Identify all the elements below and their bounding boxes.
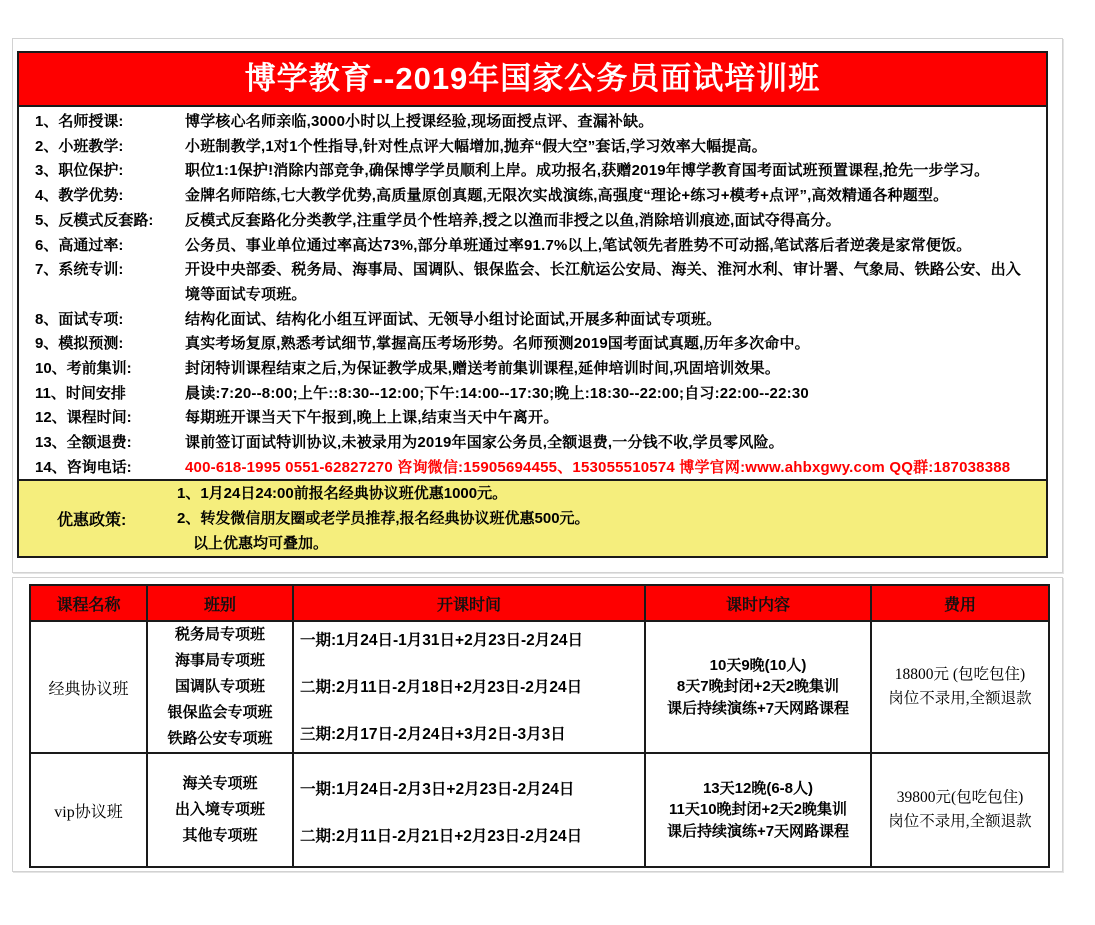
- feature-item: [35, 382, 1036, 407]
- course-table-panel: [12, 577, 1063, 872]
- header-content: 课时内容: [645, 585, 871, 621]
- feature-item: [35, 159, 1036, 184]
- content-line: 课后持续演练+7天网路课程: [666, 699, 850, 717]
- class-type-line: 税务局专项班: [174, 626, 265, 643]
- feature-label: 14、咨询电话:: [35, 458, 132, 476]
- class-type-line: 国调队专项班: [174, 678, 265, 695]
- schedule-line: 二期:2月11日-2月18日+2月23日-2月24日: [300, 679, 583, 696]
- feature-desc: 结构化面试、结构化小组互评面试、无领导小组讨论面试,开展多种面试专项班。: [185, 310, 722, 328]
- feature-label: 6、高通过率:: [35, 236, 124, 254]
- feature-item: [35, 110, 1036, 135]
- header-course-name: 课程名称: [30, 585, 147, 621]
- header-class-type: 班别: [147, 585, 293, 621]
- fee-cell: [871, 753, 1049, 867]
- feature-desc: 晨读:7:20--8:00;上午::8:30--12:00;下午:14:00--17:30;晚上:18:30--22:00;自习:22:00--22:30: [185, 384, 809, 402]
- feature-item: [35, 184, 1036, 209]
- feature-label: 3、职位保护:: [35, 162, 124, 180]
- feature-label: 4、教学优势:: [35, 187, 124, 205]
- class-type-line: 银保监会专项班: [167, 704, 273, 721]
- feature-desc: 金牌名师陪练,七大教学优势,高质量原创真题,无限次实战演练,高强度“理论+练习+模考+点评”,高效精通各种题型。: [185, 187, 949, 205]
- content-cell: [645, 621, 871, 753]
- feature-desc: 每期班开课当天下午报到,晚上上课,结束当天中午离开。: [185, 409, 559, 427]
- feature-desc: 反模式反套路化分类教学,注重学员个性培养,授之以渔而非授之以鱼,消除培训痕迹,面试夺得高分。: [185, 211, 841, 229]
- fee-line: 18800元 (包吃包住): [894, 666, 1026, 683]
- feature-label: 2、小班教学:: [35, 137, 124, 155]
- feature-label: 10、考前集训:: [35, 360, 132, 378]
- header-fee: 费用: [871, 585, 1049, 621]
- feature-item: [35, 431, 1036, 456]
- feature-desc: 课前签订面试特训协议,未被录用为2019年国家公务员,全额退费,一分钱不收,学员零风险。: [185, 434, 784, 452]
- class-type-line: 出入境专项班: [174, 801, 265, 818]
- feature-desc: 400-618-1995 0551-62827270 咨询微信:15905694455、153055510574 博学官网:www.ahbxgwy.com QQ群:187038388: [185, 458, 1011, 476]
- feature-label: 7、系统专训:: [35, 261, 124, 279]
- content-line: 13天12晚(6-8人): [702, 779, 814, 797]
- feature-item: [35, 357, 1036, 382]
- content-line: 8天7晚封闭+2天2晚集训: [676, 678, 840, 696]
- feature-desc: 开设中央部委、税务局、海事局、国调队、银保监会、长江航运公安局、海关、淮河水利、审计署、气象局、铁路公安、出入境等面试专项班。: [185, 261, 1022, 303]
- feature-desc: 职位1:1保护!消除内部竞争,确保博学学员顺利上岸。成功报名,获赠2019年博学教育国考面试班预置课程,抢先一步学习。: [185, 162, 990, 180]
- content-line: 11天10晚封闭+2天2晚集训: [669, 801, 847, 819]
- class-type-line: 铁路公安专项班: [167, 730, 273, 747]
- promo-line: 以上优惠均可叠加。: [193, 535, 329, 552]
- schedule-cell: [293, 621, 645, 753]
- class-type-line: 海关专项班: [182, 775, 258, 792]
- schedule-line: 三期:2月17日-2月24日+3月2日-3月3日: [300, 726, 566, 743]
- content-line: 10天9晚(10人): [709, 656, 807, 674]
- feature-item: [35, 234, 1036, 259]
- class-type-line: 海事局专项班: [174, 652, 265, 669]
- feature-desc: 真实考场复原,熟悉考试细节,掌握高压考场形势。名师预测2019国考面试真题,历年多次命中。: [185, 335, 810, 353]
- schedule-cell: [293, 753, 645, 867]
- promo-line: 2、转发微信朋友圈或老学员推荐,报名经典协议班优惠500元。: [177, 510, 590, 527]
- header-schedule: 开课时间: [293, 585, 645, 621]
- feature-desc: 博学核心名师亲临,3000小时以上授课经验,现场面授点评、查漏补缺。: [185, 113, 654, 130]
- features-list: [19, 107, 1046, 479]
- content-cell: [645, 753, 871, 867]
- content-line: 课后持续演练+7天网路课程: [666, 822, 850, 840]
- class-type-line: 其他专项班: [182, 827, 258, 844]
- promo-lines: [177, 481, 1046, 556]
- fee-line: 岗位不录用,全额退款: [888, 690, 1032, 707]
- table-row-vip: [30, 753, 1049, 867]
- feature-item: [35, 406, 1036, 431]
- feature-item: [35, 135, 1036, 160]
- schedule-line: 一期:1月24日-2月3日+2月23日-2月24日: [300, 780, 575, 798]
- feature-item: [35, 456, 1036, 479]
- flyer-panel: [12, 38, 1063, 573]
- feature-label: 5、反模式反套路:: [35, 211, 154, 229]
- feature-label: 1、名师授课:: [35, 113, 124, 130]
- fee-line: 岗位不录用,全额退款: [888, 813, 1032, 830]
- table-header-row: [30, 585, 1049, 621]
- course-name: vip协议班: [30, 753, 147, 867]
- table-row-classic: [30, 621, 1049, 753]
- fee-line: 39800元(包吃包住): [896, 789, 1024, 806]
- schedule-line: 一期:1月24日-1月31日+2月23日-2月24日: [300, 632, 583, 649]
- feature-item: [35, 209, 1036, 234]
- feature-label: 8、面试专项:: [35, 310, 124, 328]
- feature-desc: 封闭特训课程结束之后,为保证教学成果,赠送考前集训课程,延伸培训时间,巩固培训效果。: [185, 360, 781, 378]
- feature-item: [35, 308, 1036, 333]
- fee-cell: [871, 621, 1049, 753]
- class-types-cell: [147, 753, 293, 867]
- promo-label: 优惠政策:: [57, 512, 127, 529]
- feature-label: 9、模拟预测:: [35, 335, 124, 353]
- feature-item: [35, 258, 1036, 307]
- promo-line: 1、1月24日24:00前报名经典协议班优惠1000元。: [177, 485, 508, 502]
- feature-desc: 小班制教学,1对1个性指导,针对性点评大幅增加,抛弃“假大空”套话,学习效率大幅提高。: [185, 137, 767, 155]
- banner-title: 博学教育--2019年国家公务员面试培训班: [19, 53, 1046, 107]
- feature-item: [35, 332, 1036, 357]
- feature-label: 12、课程时间:: [35, 409, 132, 427]
- schedule-line: 二期:2月11日-2月21日+2月23日-2月24日: [300, 827, 583, 845]
- flyer-inner-box: [17, 51, 1048, 558]
- feature-desc: 公务员、事业单位通过率高达73%,部分单班通过率91.7%以上,笔试领先者胜势不可动摇,笔试落后者逆袭是家常便饭。: [185, 236, 972, 254]
- feature-label: 13、全额退费:: [35, 434, 132, 452]
- promo-section: [19, 479, 1046, 556]
- course-table: [29, 584, 1050, 868]
- course-name: 经典协议班: [30, 621, 147, 753]
- feature-label: 11、时间安排: [35, 384, 126, 402]
- class-types-cell: [147, 621, 293, 753]
